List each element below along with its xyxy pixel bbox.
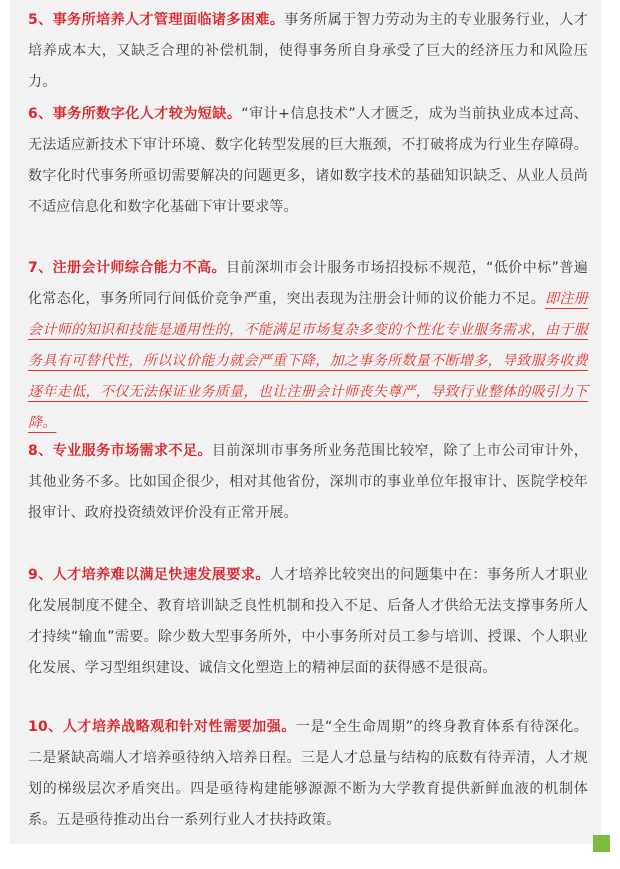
paragraph-10 — [28, 712, 588, 836]
paragraph-10-heading: 10、人才培养战略观和针对性需要加强。 — [28, 719, 296, 735]
paragraph-6-body: “审计+信息技术”人才匮乏，成为当前执业成本过高、无法适应新技术下审计环境、数字化转型发展的巨大瓶颈，不打破将成为行业生存障碍。数字化时代事务所亟切需要解决的问题更多，诸如数字技术的基础知识缺乏、从业人员尚不适应信息化和数字化基础下审计要求等。 — [28, 106, 588, 215]
paragraph-9-body: 人才培养比较突出的问题集中在：事务所人才职业化发展制度不健全、教育培训缺乏良性机制和投入不足、后备人才供给无法支撑事务所人才持续“输血”需要。除少数大型事务所外，中小事务所对员工参与培训、授课、个人职业化发展、学习型组织建设、诚信文化塑造上的精神层面的获得感不是很高。 — [28, 567, 589, 676]
paragraph-5 — [28, 5, 588, 98]
paragraph-6 — [28, 99, 588, 223]
paragraph-8-heading: 8、专业服务市场需求不足。 — [28, 443, 212, 459]
paragraph-8-body: 目前深圳市事务所业务范围比较窄，除了上市公司审计外，其他业务不多。比如国企很少，相对其他省份，深圳市的事业单位年报审计、医院学校年报审计、政府投资绩效评价没有正常开展。 — [28, 443, 588, 521]
paragraph-7-body: 目前深圳市会计服务市场招投标不规范，“低价中标”普遍化常态化，事务所同行间低价竞争严重，突出表现为注册会计师的议价能力不足。 — [28, 260, 588, 307]
paragraph-7-emphasis: 即注册会计师的知识和技能是通用性的，不能满足市场复杂多变的个性化专业服务需求，由于服务具有可替代性，所以议价能力就会严重下降，加之事务所数量不断增多，导致服务收费逐年走低，不仅无法保证业务质量，也让注册会计师丧失尊严，导致行业整体的吸引力下降。 — [28, 291, 588, 431]
paragraph-10-body: 一是“全生命周期”的终身教育体系有待深化。二是紧缺高端人才培养亟待纳入培养日程。三是人才总量与结构的底数有待弄清，人才规划的梯级层次矛盾突出。四是亟待构建能够源源不断为大学教育提供新鲜血液的机制体系。五是亟待推动出台一系列行业人才扶持政策。 — [28, 719, 588, 828]
paragraph-9-heading: 9、人才培养难以满足快速发展要求。 — [28, 567, 270, 583]
paragraph-9 — [28, 560, 588, 684]
paragraph-7-heading: 7、注册会计师综合能力不高。 — [28, 260, 227, 276]
corner-accent — [593, 835, 610, 852]
paragraph-7 — [28, 253, 588, 439]
paragraph-5-heading: 5、事务所培养人才管理面临诸多困难。 — [28, 12, 285, 28]
paragraph-6-heading: 6、事务所数字化人才较为短缺。 — [28, 106, 242, 122]
paragraph-8 — [28, 436, 588, 529]
paragraph-5-body: 事务所属于智力劳动为主的专业服务行业，人才培养成本大，又缺乏合理的补偿机制，使得事务所自身承受了巨大的经济压力和风险压力。 — [28, 12, 588, 90]
